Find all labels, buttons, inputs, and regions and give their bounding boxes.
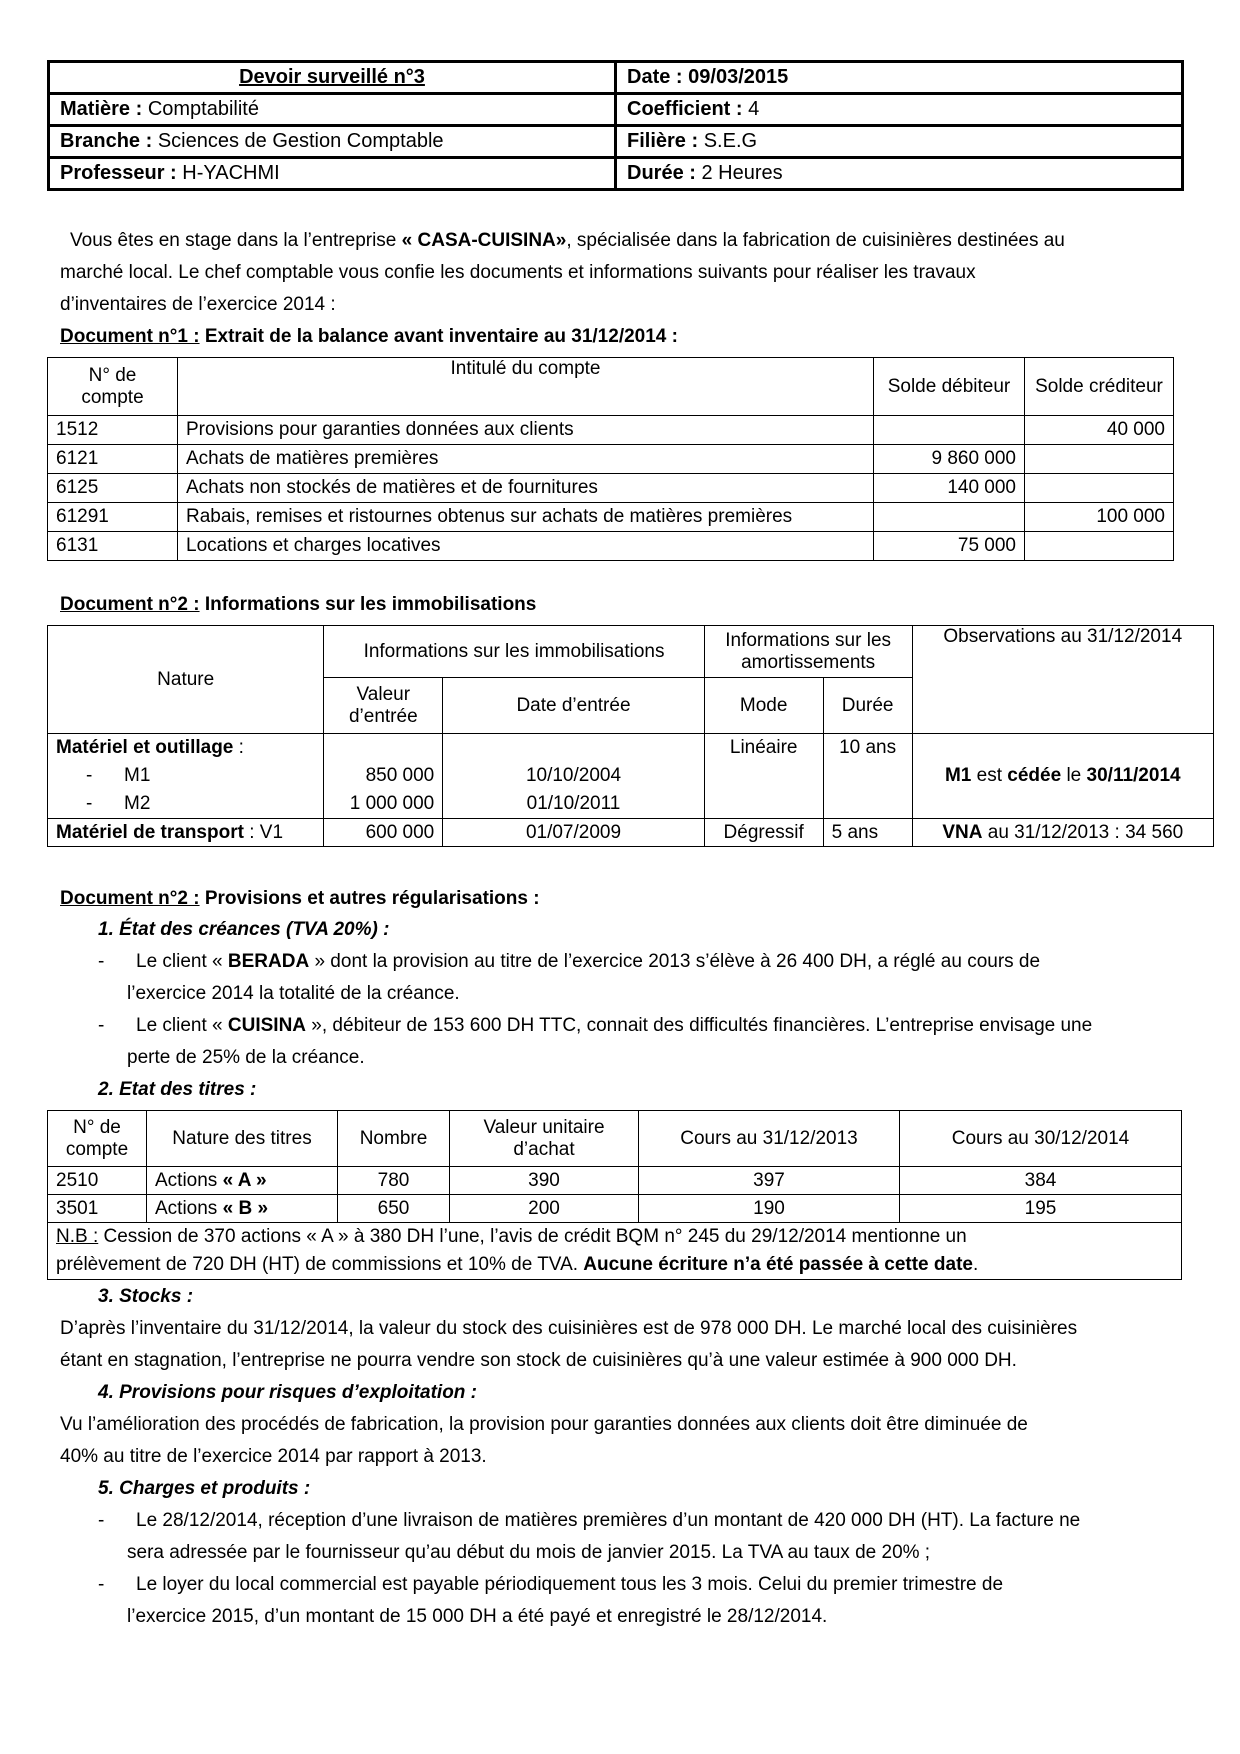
prof-label: Professeur : (60, 162, 177, 184)
table-row: 61291 Rabais, remises et ristournes obtenus sur achats de matières premières 100 000 (48, 503, 1174, 532)
nb-row: N.B : Cession de 370 actions « A » à 380 DH l’une, l’avis de crédit BQM n° 245 du 29/12/2014 mentionne un prélèvement de 720 DH (HT) de commissions et 10% de TVA. Aucune écriture n’a été passée à cette date. (48, 1223, 1182, 1280)
col-header: Nature des titres (147, 1111, 338, 1167)
stocks-line-2: étant en stagnation, l’entreprise ne pourra vendre son stock de cuisinières qu’à une valeur estimée à 900 000 DH. (60, 1350, 1017, 1371)
table-row: 6131 Locations et charges locatives 75 000 (48, 532, 1174, 561)
duree-value: 2 Heures (701, 162, 783, 184)
section-1-title: 1. État des créances (TVA 20%) : (98, 919, 390, 940)
section-2-title: 2. Etat des titres : (98, 1079, 257, 1100)
intro-line-2: marché local. Le chef comptable vous confie les documents et informations suivants pour réaliser les travaux (60, 262, 976, 283)
branche-value: Sciences de Gestion Comptable (157, 130, 444, 152)
date-label: Date : (627, 66, 683, 88)
bullet-livraison-cont: sera adressée par le fournisseur qu’au début du mois de janvier 2015. La TVA au taux de 20% ; (127, 1542, 931, 1563)
exam-header-table (47, 60, 1184, 191)
table-row: 1512 Provisions pour garanties données aux clients 40 000 (48, 416, 1174, 445)
bullet-berada-cont: l’exercice 2014 la totalité de la créance. (127, 983, 460, 1004)
col-header: Informations sur les immobilisations (324, 626, 704, 678)
matiere-label: Matière : (60, 98, 143, 120)
matiere-value: Comptabilité (147, 98, 259, 120)
col-header: Cours au 30/12/2014 (900, 1111, 1182, 1167)
date-value: 09/03/2015 (688, 66, 789, 88)
section-3-title: 3. Stocks : (98, 1286, 194, 1307)
duree-label: Durée : (627, 162, 696, 184)
col-header: N° de compte (48, 1111, 147, 1167)
col-header: Nombre (338, 1111, 450, 1167)
col-header: Informations sur les amortissements (704, 626, 912, 678)
col-header: Solde débiteur (874, 358, 1025, 416)
table-row: Matériel et outillage : - M1 - M2 850 000 1 000 000 10/10/2004 01/10/2011 Linéaire 10 ans M1 est cédée le 30/11/2014 (48, 734, 1214, 819)
col-header: Cours au 31/12/2013 (639, 1111, 900, 1167)
section-4-title: 4. Provisions pour risques d’exploitation : (98, 1382, 478, 1403)
col-header: Valeur d’entrée (324, 678, 443, 734)
table-row: 6121 Achats de matières premières 9 860 000 (48, 445, 1174, 474)
table-row: Matériel de transport : V1 600 000 01/07/2009 Dégressif 5 ans VNA au 31/12/2013 : 34 560 (48, 819, 1214, 847)
col-header: Intitulé du compte (178, 358, 874, 416)
stocks-line-1: D’après l’inventaire du 31/12/2014, la valeur du stock des cuisinières est de 978 000 DH. Le marché local des cuisinières (60, 1318, 1078, 1339)
intro-line-3: d’inventaires de l’exercice 2014 : (60, 294, 336, 315)
col-header: Nature (48, 626, 324, 734)
filiere-value: S.E.G (703, 130, 758, 152)
col-header: Observations au 31/12/2014 (912, 626, 1213, 734)
bullet-livraison: - Le 28/12/2014, réception d’une livraison de matières premières d’un montant de 420 000 DH (HT). La facture ne (98, 1510, 1081, 1531)
exam-title: Devoir surveillé n°3 (239, 66, 425, 88)
col-header: N° de compte (48, 358, 178, 416)
col-header: Durée (823, 678, 912, 734)
bullet-berada: - Le client « BERADA » dont la provision au titre de l’exercice 2013 s’élève à 26 400 DH, a réglé au cours de (98, 951, 1041, 972)
section-5-title: 5. Charges et produits : (98, 1478, 311, 1499)
coef-value: 4 (748, 98, 760, 120)
col-header: Solde créditeur (1025, 358, 1174, 416)
filiere-label: Filière : (627, 130, 699, 152)
prof-value: H-YACHMI (182, 162, 280, 184)
immobilisations-table (47, 625, 1214, 847)
doc2-title: Document n°2 : Informations sur les immobilisations (60, 594, 537, 615)
table-row: 2510 Actions « A » 780 390 397 384 (48, 1167, 1182, 1195)
col-header: Mode (704, 678, 823, 734)
bullet-loyer-cont: l’exercice 2015, d’un montant de 15 000 DH a été payé et enregistré le 28/12/2014. (127, 1606, 828, 1627)
intro-line-1: Vous êtes en stage dans la l’entreprise « CASA-CUISINA», spécialisée dans la fabrication de cuisinières destinées au (70, 230, 1065, 251)
doc1-title: Document n°1 : Extrait de la balance avant inventaire au 31/12/2014 : (60, 326, 678, 347)
coef-label: Coefficient : (627, 98, 743, 120)
risques-line-2: 40% au titre de l’exercice 2014 par rapport à 2013. (60, 1446, 487, 1467)
bullet-loyer: - Le loyer du local commercial est payable périodiquement tous les 3 mois. Celui du premier trimestre de (98, 1574, 1004, 1595)
branche-label: Branche : (60, 130, 153, 152)
bullet-cuisina: - Le client « CUISINA », débiteur de 153 600 DH TTC, connait des difficultés financières. L’entreprise envisage une (98, 1015, 1093, 1036)
table-row: 3501 Actions « B » 650 200 190 195 (48, 1195, 1182, 1223)
doc3-title: Document n°2 : Provisions et autres régularisations : (60, 888, 540, 909)
risques-line-1: Vu l’amélioration des procédés de fabrication, la provision pour garanties données aux clients doit être diminuée de (60, 1414, 1028, 1435)
titres-table (47, 1110, 1182, 1280)
bullet-cuisina-cont: perte de 25% de la créance. (127, 1047, 365, 1068)
col-header: Valeur unitaire d’achat (450, 1111, 639, 1167)
balance-table (47, 357, 1174, 561)
table-row: 6125 Achats non stockés de matières et de fournitures 140 000 (48, 474, 1174, 503)
col-header: Date d’entrée (443, 678, 704, 734)
